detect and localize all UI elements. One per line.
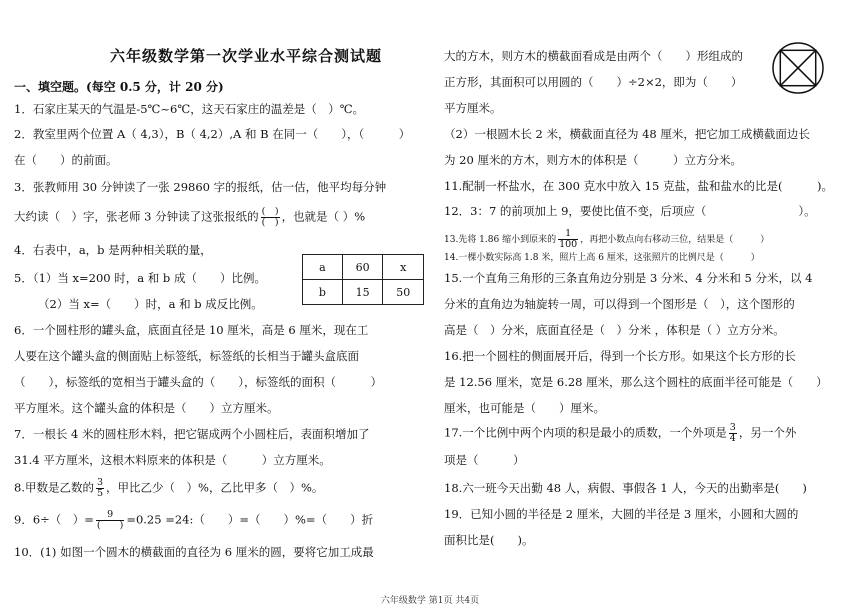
question-15-cont: 分米的直角边为轴旋转一周，可以得到一个图形是（ ），这个图形的: [444, 297, 795, 311]
question-15-cont: 高是（ ）分米，底面直径是（ ）分米 ，体积是（ ）立方分米。: [444, 323, 785, 337]
question-8: 8.甲数是乙数的 $\frac{3}{5}$ ，甲比乙少（ ）%，乙比甲多（ ）%。: [14, 477, 324, 499]
question-10-cont: 大的方木，则方木的横截面看成是由两个（ ）形组成的: [444, 49, 743, 63]
page-title: 六年级数学第一次学业水平综合测试题: [110, 47, 383, 65]
question-6: 6．一个圆柱形的罐头盒，底面直径是 10 厘米，高是 6 厘米，现在工: [14, 323, 369, 337]
section-heading: 一、填空题。(每空 0.5 分，计 20 分): [14, 80, 224, 94]
fraction-blank: $\frac{( )}{( )}$: [261, 206, 279, 228]
circle-square-figure: [770, 40, 826, 96]
question-10-cont: 平方厘米。: [444, 101, 502, 115]
fraction: $\frac{9}{( )}$: [96, 509, 124, 531]
question-5-2: （2）当 x=（ ）时，a 和 b 成反比例。: [38, 297, 263, 311]
question-7-cont: 31.4 平方厘米，这根木料原来的体积是（ ）立方厘米。: [14, 453, 331, 467]
question-1: 1．石家庄某天的气温是-5℃~6℃，这天石家庄的温差是（ ）℃。: [14, 102, 365, 116]
question-12: 12．3：7 的前项加上 9，要使比值不变，后项应（ ）。: [444, 204, 816, 218]
question-10-cont: 正方形，其面积可以用圆的（ ）÷2×2，即为（ ）: [444, 75, 743, 89]
question-17-cont: 项是（ ）: [444, 453, 525, 467]
fraction: $\frac{3}{4}$: [729, 422, 736, 444]
question-2-cont: 在（ ）的前面。: [14, 153, 118, 167]
table-row: a 60 x: [303, 255, 424, 280]
question-3: 3．张教师用 30 分钟读了一张 29860 字的报纸，估一估，他平均每分钟: [14, 180, 387, 194]
question-4: 4．右表中，a，b 是两种相关联的量，: [14, 243, 212, 257]
table-row: b 15 50: [303, 280, 424, 305]
question-18: 18.六一班今天出勤 48 人，病假、事假各 1 人，今天的出勤率是( ): [444, 481, 807, 495]
question-7: 7．一根长 4 米的圆柱形木料，把它锯成两个小圆柱后，表面积增加了: [14, 427, 370, 441]
value-table: [302, 254, 424, 305]
question-16: 16.把一个圆柱的侧面展开后，得到一个长方形。如果这个长方形的长: [444, 349, 796, 363]
question-17: 17.一个比例中两个内项的积是最小的质数，一个外项是 $\frac{3}{4}$ ，另一个外: [444, 422, 797, 444]
question-6-cont: 平方厘米。这个罐头盒的体积是（ ）立方厘米。: [14, 401, 279, 415]
question-19: 19．已知小圆的半径是 2 厘米，大圆的半径是 3 厘米，小圆和大圆的: [444, 507, 799, 521]
question-2: 2．教室里两个位置 A（ 4,3），B（ 4,2）,A 和 B 在同一（ ），（ ）: [14, 127, 411, 141]
question-6-cont: 人要在这个罐头盒的侧面贴上标签纸，标签纸的长相当于罐头盒底面: [14, 349, 359, 363]
question-15: 15.一个直角三角形的三条直角边分别是 3 分米、4 分米和 5 分米，以 4: [444, 271, 813, 285]
question-3-cont: 大约读（ ）字，张老师 3 分钟读了这张报纸的 $\frac{( )}{( )}$ ，也就是（ ）%: [14, 206, 366, 228]
question-13: 13.先将 1.86 缩小到原来的 $\frac{1}{100}$ ，再把小数点向右移动三位，结果是（ ）: [444, 228, 770, 250]
question-10: 10．(1) 如图一个圆木的横截面的直径为 6 厘米的圆，要将它加工成最: [14, 545, 374, 559]
question-16-cont: 是 12.56 厘米，宽是 6.28 厘米，那么这个圆柱的底面半径可能是（ ）: [444, 375, 828, 389]
question-9: 9．6÷（ ）= $\frac{9}{( )}$ =0.25 =24:（ ）=（ ）%=（ ）折: [14, 509, 374, 531]
fraction: $\frac{3}{5}$: [96, 477, 104, 499]
question-14: 14.一棵小数实际高 1.8 米，照片上高 6 厘米，这张照片的比例尺是（ ）: [444, 253, 760, 263]
question-10-2-cont: 为 20 厘米的方木，则方木的体积是（ ）立方分米。: [444, 153, 742, 167]
page-footer: 六年级数学 第1页 共4页: [380, 596, 480, 606]
fraction: $\frac{1}{100}$: [559, 228, 578, 250]
question-5-1: 5．（1）当 x=200 时，a 和 b 成（ ）比例。: [14, 271, 266, 285]
question-10-2: （2）一根圆木长 2 米，横截面直径为 48 厘米，把它加工成横截面边长: [444, 127, 810, 141]
question-16-cont: 厘米，也可能是（ ）厘米。: [444, 401, 605, 415]
question-11: 11.配制一杯盐水，在 300 克水中放入 15 克盐，盐和盐水的比是( )。: [444, 179, 833, 193]
question-19-cont: 面积比是( )。: [444, 533, 534, 547]
question-6-cont: （ ），标签纸的宽相当于罐头盒的（ ），标签纸的面积（ ）: [14, 375, 382, 389]
